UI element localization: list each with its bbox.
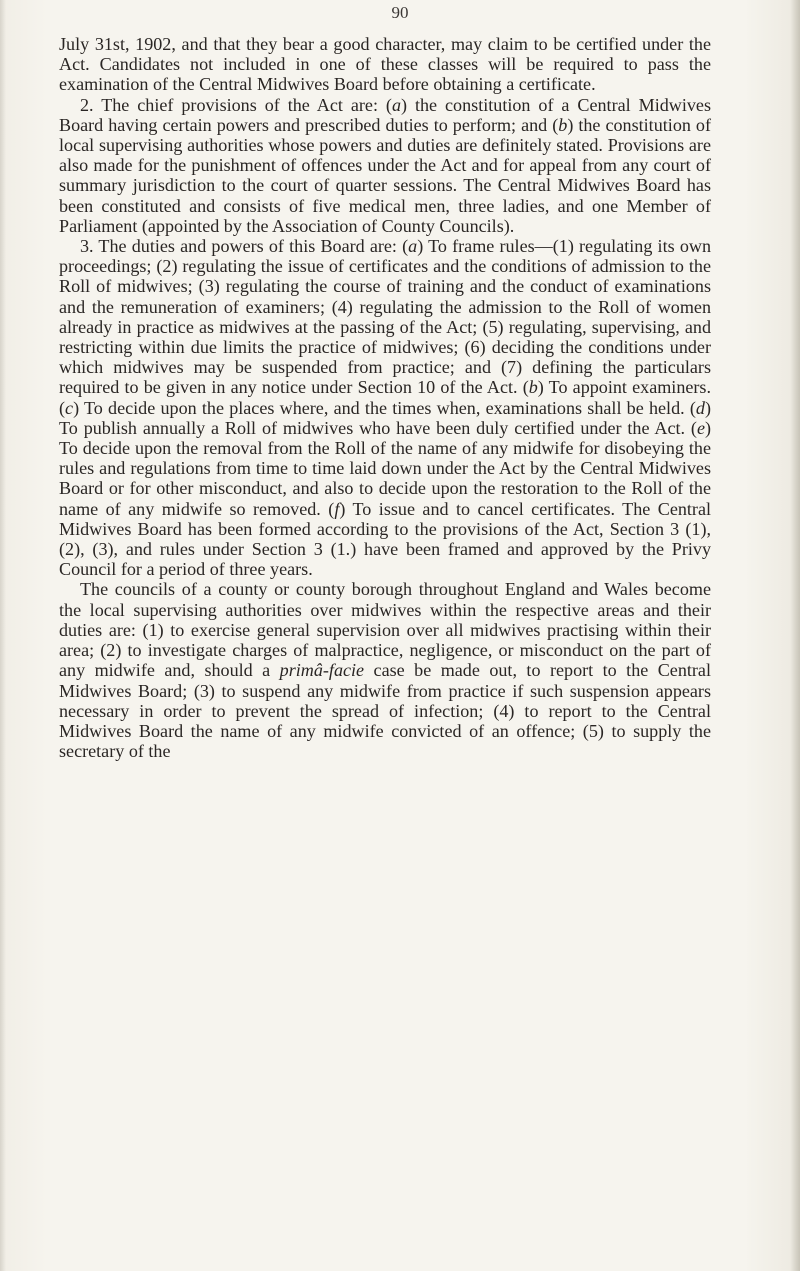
paragraph-chief-provisions: 2. The chief provisions of the Act are: (a) the constitution of a Central Midwives Board having certain powers and prescribed duties to perform; and (b) the constitution of local supervising authorities whose powers and duties are definitely stated. Provisions are also made for the punishment of offences under the Act and for appeal from any court of summary jurisdiction to the court of quarter sessions. The Central Midwives Board has been constituted and consists of five medical men, three ladies, and one Member of Parliament (appointed by the Association of County Councils).: [59, 94, 711, 236]
body-text: [59, 34, 711, 761]
paragraph-local-authorities: The councils of a county or county borough throughout England and Wales become the local supervising authorities over midwives within the respective areas and their duties are: (1) to exercise general supervision over all midwives practising within their area; (2) to investigate charges of malpractice, negligence, or misconduct on the part of any midwife and, should a primâ-facie case be made out, to report to the Central Midwives Board; (3) to suspend any midwife from practice if such suspension appears necessary in order to prevent the spread of infection; (4) to report to the Central Midwives Board the name of any midwife convicted of an offence; (5) to supply the secretary of the: [59, 579, 711, 762]
page-left-shadow: [0, 0, 6, 1271]
paragraph-continuation: July 31st, 1902, and that they bear a good character, may claim to be certified under the Act. Candidates not included in one of these classes will be required to pass the examination of the Central Midwives Board before obtaining a certificate.: [59, 34, 711, 95]
paragraph-board-duties: 3. The duties and powers of this Board are: (a) To frame rules—(1) regulating its own proceedings; (2) regulating the issue of certificates and the conditions of admission to the Roll of midwives; (3) regulating the course of training and the conduct of examinations and the remuneration of examiners; (4) regulating the admission to the Roll of women already in practice as midwives at the passing of the Act; (5) regulating, supervising, and restricting within due limits the practice of midwives; (6) deciding the conditions under which midwives may be suspended from practice; and (7) defining the particulars required to be given in any notice under Section 10 of the Act. (b) To appoint examiners. (c) To decide upon the places where, and the times when, examinations shall be held. (d) To publish annually a Roll of midwives who have been duly certified under the Act. (e) To decide upon the removal from the Roll of the name of any midwife for disobeying the rules and regulations from time to time laid down under the Act by the Central Midwives Board or for other misconduct, and also to decide upon the restoration to the Roll of the name of any midwife so removed. (f) To issue and to cancel certificates. The Central Midwives Board has been formed according to the provisions of the Act, Section 3 (1), (2), (3), and rules under Section 3 (1.) have been framed and approved by the Privy Council for a period of three years.: [59, 236, 712, 580]
page-number: 90: [391, 3, 409, 22]
page-right-shadow: [790, 0, 800, 1271]
